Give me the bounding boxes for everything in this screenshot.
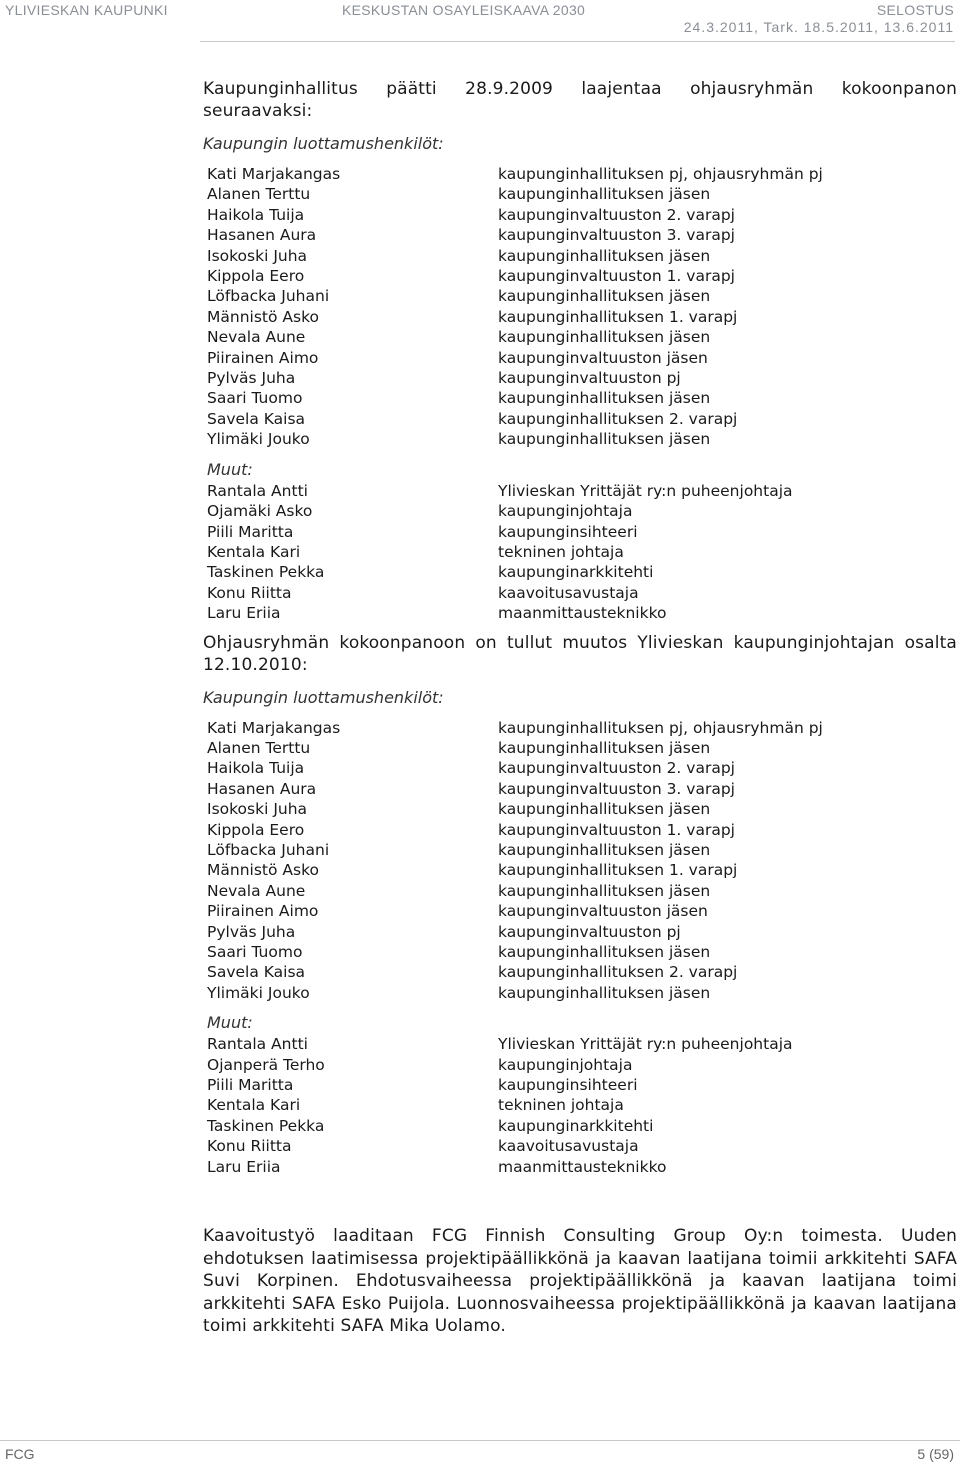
member-name: Konu Riitta xyxy=(207,583,292,602)
member-row xyxy=(207,583,957,603)
member-role: kaupunginhallituksen jäsen xyxy=(498,800,711,819)
member-row xyxy=(207,901,957,921)
member-name: Piirainen Aimo xyxy=(207,902,319,921)
member-role: kaupunginvaltuuston pj xyxy=(498,369,681,388)
member-name: Ylimäki Jouko xyxy=(207,983,310,1002)
footer-company: FCG xyxy=(5,1446,35,1462)
member-row xyxy=(207,542,957,562)
member-role: kaupunginhallituksen jäsen xyxy=(498,328,711,347)
member-name: Löfbacka Juhani xyxy=(207,287,330,306)
member-row xyxy=(207,205,957,225)
member-row xyxy=(207,738,957,758)
member-role: kaupunginsihteeri xyxy=(498,522,638,541)
member-row xyxy=(207,820,957,840)
member-name: Piirainen Aimo xyxy=(207,348,319,367)
member-name: Hasanen Aura xyxy=(207,779,317,798)
member-name: Laru Eriia xyxy=(207,604,281,623)
member-row xyxy=(207,1116,957,1136)
member-name: Saari Tuomo xyxy=(207,389,303,408)
member-name: Pylväs Juha xyxy=(207,922,296,941)
member-row xyxy=(207,348,957,368)
member-row xyxy=(207,327,957,347)
member-role: kaupunginjohtaja xyxy=(498,1055,633,1074)
member-name: Alanen Terttu xyxy=(207,738,311,757)
member-row xyxy=(207,1157,957,1177)
member-name: Hasanen Aura xyxy=(207,226,317,245)
member-role: Ylivieskan Yrittäjät ry:n puheenjohtaja xyxy=(498,481,793,500)
member-name: Kippola Eero xyxy=(207,820,305,839)
member-row xyxy=(207,942,957,962)
member-row xyxy=(207,983,957,1003)
member-name: Pylväs Juha xyxy=(207,369,296,388)
page-content xyxy=(203,78,957,1338)
member-role: kaupunginvaltuuston jäsen xyxy=(498,348,708,367)
member-row xyxy=(207,1136,957,1156)
section1-members-list xyxy=(207,164,957,450)
member-role: tekninen johtaja xyxy=(498,542,624,561)
member-row xyxy=(207,266,957,286)
footer-divider xyxy=(0,1440,960,1441)
member-role: kaupunginhallituksen jäsen xyxy=(498,738,711,757)
member-role: kaupunginarkkitehti xyxy=(498,1116,654,1135)
member-role: kaupunginhallituksen jäsen xyxy=(498,881,711,900)
member-role: kaupunginvaltuuston 2. varapj xyxy=(498,205,735,224)
member-row xyxy=(207,962,957,982)
member-name: Savela Kaisa xyxy=(207,963,306,982)
section2-others-title: Muut: xyxy=(207,1013,253,1033)
member-name: Ojanperä Terho xyxy=(207,1055,325,1074)
member-role: kaavoitusavustaja xyxy=(498,1137,639,1156)
member-name: Haikola Tuija xyxy=(207,205,305,224)
member-name: Piili Maritta xyxy=(207,1076,294,1095)
member-name: Männistö Asko xyxy=(207,861,319,880)
member-name: Rantala Antti xyxy=(207,481,308,500)
member-name: Rantala Antti xyxy=(207,1035,308,1054)
member-row xyxy=(207,429,957,449)
member-name: Isokoski Juha xyxy=(207,800,308,819)
section1-intro: Kaupunginhallitus päätti 28.9.2009 laajentaa ohjausryhmän kokoonpanon seuraavaksi: xyxy=(203,79,957,121)
member-row xyxy=(207,799,957,819)
member-name: Saari Tuomo xyxy=(207,943,303,961)
member-name: Savela Kaisa xyxy=(207,409,306,428)
member-row xyxy=(207,1055,957,1075)
member-name: Nevala Aune xyxy=(207,881,306,900)
member-role: kaupunginhallituksen jäsen xyxy=(498,840,711,859)
member-name: Kentala Kari xyxy=(207,542,301,561)
member-role: kaupunginhallituksen pj, ohjausryhmän pj xyxy=(498,718,823,737)
member-name: Piili Maritta xyxy=(207,522,294,541)
member-row xyxy=(207,779,957,799)
member-row xyxy=(207,860,957,880)
member-name: Alanen Terttu xyxy=(207,185,311,204)
header-organization: YLIVIESKAN KAUPUNKI xyxy=(5,2,168,18)
member-role: kaupunginhallituksen jäsen xyxy=(498,185,711,204)
page-header xyxy=(0,0,960,38)
member-role: kaupunginarkkitehti xyxy=(498,563,654,582)
member-role: Ylivieskan Yrittäjät ry:n puheenjohtaja xyxy=(498,1035,793,1054)
member-row xyxy=(207,388,957,408)
member-name: Laru Eriia xyxy=(207,1157,281,1176)
member-role: kaavoitusavustaja xyxy=(498,583,639,602)
member-role: kaupunginjohtaja xyxy=(498,502,633,521)
member-row xyxy=(207,409,957,429)
header-divider xyxy=(200,41,955,42)
member-role: kaupunginhallituksen jäsen xyxy=(498,246,711,265)
section2-intro: Ohjausryhmän kokoonpanoon on tullut muutos Ylivieskan kaupunginjohtajan osalta 12.10.2010: xyxy=(203,632,957,675)
footer-page-number: 5 (59) xyxy=(917,1446,954,1462)
member-role: kaupunginhallituksen jäsen xyxy=(498,983,711,1002)
member-name: Nevala Aune xyxy=(207,328,306,347)
member-role: kaupunginhallituksen 2. varapj xyxy=(498,409,738,428)
member-name: Kati Marjakangas xyxy=(207,165,341,183)
section1-others-list xyxy=(207,481,957,624)
member-role: maanmittausteknikko xyxy=(498,604,667,623)
member-row xyxy=(207,1034,957,1054)
member-role: kaupunginvaltuuston jäsen xyxy=(498,902,708,921)
section2-group-title: Kaupungin luottamushenkilöt: xyxy=(203,687,444,707)
member-role: kaupunginvaltuuston 2. varapj xyxy=(498,759,735,778)
member-row xyxy=(207,840,957,860)
member-role: kaupunginvaltuuston 1. varapj xyxy=(498,267,735,286)
member-row xyxy=(207,922,957,942)
member-name: Konu Riitta xyxy=(207,1137,292,1156)
member-row xyxy=(207,307,957,327)
member-role: kaupunginhallituksen 1. varapj xyxy=(498,861,738,880)
member-name: Kati Marjakangas xyxy=(207,718,341,737)
member-role: tekninen johtaja xyxy=(498,1096,624,1115)
member-role: kaupunginvaltuuston pj xyxy=(498,922,681,941)
member-name: Ojamäki Asko xyxy=(207,502,313,521)
section1-others-title: Muut: xyxy=(207,459,253,479)
member-row xyxy=(207,481,957,501)
section2-members-list xyxy=(207,718,957,1004)
member-role: maanmittausteknikko xyxy=(498,1157,667,1176)
member-name: Taskinen Pekka xyxy=(207,563,325,582)
member-name: Kippola Eero xyxy=(207,267,305,286)
member-row xyxy=(207,184,957,204)
header-document-type: SELOSTUS xyxy=(876,2,954,18)
header-document-title: KESKUSTAN OSAYLEISKAAVA 2030 xyxy=(342,2,586,18)
member-role: kaupunginvaltuuston 3. varapj xyxy=(498,226,735,245)
member-role: kaupunginsihteeri xyxy=(498,1076,638,1095)
member-name: Männistö Asko xyxy=(207,307,319,326)
member-row xyxy=(207,368,957,388)
member-row xyxy=(207,603,957,623)
member-name: Haikola Tuija xyxy=(207,759,305,778)
member-name: Isokoski Juha xyxy=(207,246,308,265)
member-row xyxy=(207,501,957,521)
member-role: kaupunginhallituksen pj, ohjausryhmän pj xyxy=(498,165,823,183)
member-role: kaupunginhallituksen jäsen xyxy=(498,430,711,449)
member-row xyxy=(207,758,957,778)
member-row xyxy=(207,246,957,266)
member-row xyxy=(207,522,957,542)
member-role: kaupunginhallituksen jäsen xyxy=(498,943,711,961)
member-row xyxy=(207,718,957,738)
member-name: Taskinen Pekka xyxy=(207,1116,325,1135)
member-role: kaupunginvaltuuston 3. varapj xyxy=(498,779,735,798)
member-role: kaupunginhallituksen jäsen xyxy=(498,287,711,306)
section1-group-title: Kaupungin luottamushenkilöt: xyxy=(203,134,444,153)
header-dates: 24.3.2011, Tark. 18.5.2011, 13.6.2011 xyxy=(683,19,954,35)
member-row xyxy=(207,1075,957,1095)
section2-others-list xyxy=(207,1034,957,1177)
member-row xyxy=(207,881,957,901)
member-row xyxy=(207,225,957,245)
member-row xyxy=(207,164,957,184)
member-name: Ylimäki Jouko xyxy=(207,430,310,449)
member-name: Löfbacka Juhani xyxy=(207,840,330,859)
member-row xyxy=(207,562,957,582)
member-role: kaupunginhallituksen 2. varapj xyxy=(498,963,738,982)
member-name: Kentala Kari xyxy=(207,1096,301,1115)
closing-paragraph: Kaavoitustyö laaditaan FCG Finnish Consulting Group Oy:n toimesta. Uuden ehdotuksen laatimisessa projektipäällikkönä ja kaavan laatijana toimii arkkitehti SAFA Suvi Korpinen. Ehdotusvaiheessa projektipäällikkönä ja kaavan laatijana toimi arkkitehti SAFA Esko Puijola. Luonnosvaiheessa projektipäällikkönä ja kaavan laatijana toimi arkkitehti SAFA Mika Uolamo. xyxy=(203,1226,957,1337)
member-row xyxy=(207,1095,957,1115)
member-role: kaupunginvaltuuston 1. varapj xyxy=(498,820,735,839)
member-row xyxy=(207,286,957,306)
member-role: kaupunginhallituksen jäsen xyxy=(498,389,711,408)
member-role: kaupunginhallituksen 1. varapj xyxy=(498,307,738,326)
